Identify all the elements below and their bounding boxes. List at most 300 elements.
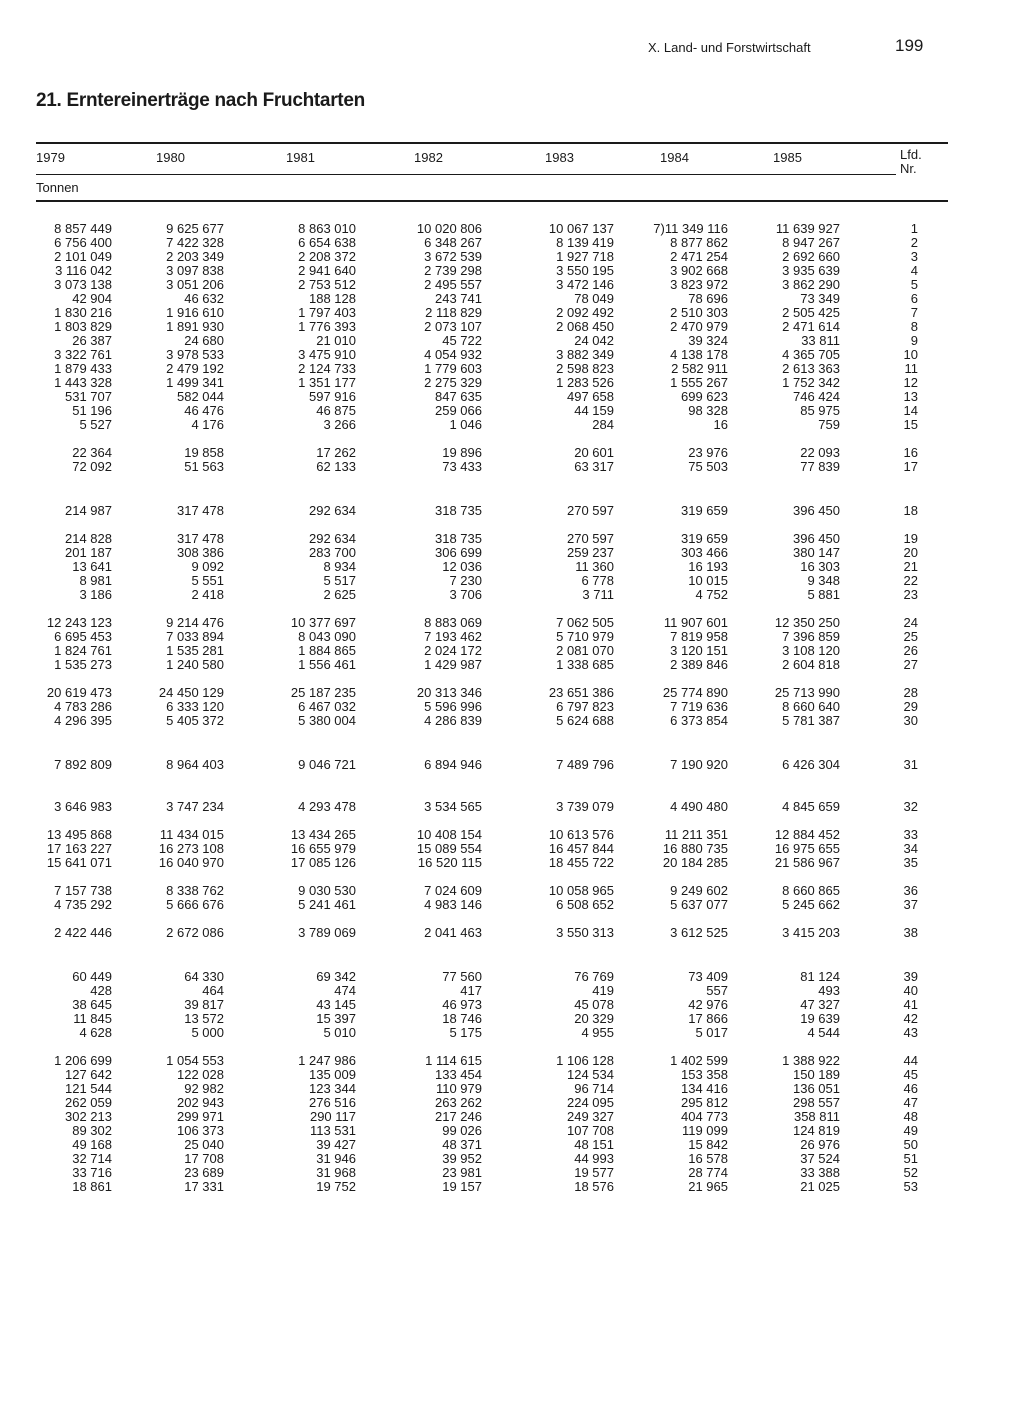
- table-cell: 7 819 958: [670, 629, 728, 644]
- table-cell: 2 081 070: [556, 643, 614, 658]
- table-cell: 122 028: [177, 1067, 224, 1082]
- table-cell: 6 333 120: [166, 699, 224, 714]
- row-number: 13: [903, 389, 918, 404]
- table-cell: 23 651 386: [548, 685, 614, 700]
- table-cell: 42 976: [688, 997, 728, 1012]
- table-cell: 26 387: [72, 333, 112, 348]
- row-number: 28: [903, 685, 918, 700]
- table-cell: 3 116 042: [55, 263, 112, 278]
- table-cell: 60 449: [72, 969, 112, 984]
- table-cell: 1 429 987: [424, 657, 482, 672]
- table-cell: 77 839: [800, 459, 840, 474]
- table-cell: 110 979: [435, 1081, 482, 1096]
- table-cell: 10 377 697: [290, 615, 356, 630]
- table-cell: 18 746: [442, 1011, 482, 1026]
- table-cell: 428: [90, 983, 112, 998]
- table-cell: 214 828: [65, 531, 112, 546]
- table-cell: 3 612 525: [670, 925, 728, 940]
- table-cell: 62 133: [316, 459, 356, 474]
- table-cell: 72 092: [72, 459, 112, 474]
- table-cell: 31 968: [316, 1165, 356, 1180]
- table-cell: 249 327: [567, 1109, 614, 1124]
- table-cell: 4 735 292: [54, 897, 112, 912]
- table-cell: 5 405 372: [166, 713, 224, 728]
- table-cell: 1 443 328: [54, 375, 112, 390]
- table-cell: 317 478: [177, 503, 224, 518]
- table-cell: 317 478: [177, 531, 224, 546]
- table-cell: 16 303: [800, 559, 840, 574]
- table-cell: 26 976: [800, 1137, 840, 1152]
- table-cell: 201 187: [65, 545, 112, 560]
- table-cell: 17 085 126: [290, 855, 356, 870]
- table-cell: 6 348 267: [424, 235, 482, 250]
- table-cell: 1 283 526: [556, 375, 614, 390]
- row-number: 11: [904, 361, 918, 376]
- table-cell: 20 329: [574, 1011, 614, 1026]
- table-cell: 1 884 865: [298, 643, 356, 658]
- row-number: 16: [903, 445, 918, 460]
- table-cell: 404 773: [681, 1109, 728, 1124]
- table-cell: 214 987: [65, 503, 112, 518]
- row-number: 12: [903, 375, 918, 390]
- table-cell: 24 680: [184, 333, 224, 348]
- table-cell: 38 645: [72, 997, 112, 1012]
- table-cell: 78 696: [688, 291, 728, 306]
- row-number: 8: [910, 319, 918, 334]
- table-cell: 20 619 473: [46, 685, 112, 700]
- table-cell: 8 338 762: [166, 883, 224, 898]
- table-cell: 18 455 722: [548, 855, 614, 870]
- table-cell: 63 317: [574, 459, 614, 474]
- row-number: 37: [903, 897, 918, 912]
- table-cell: 2 471 254: [670, 249, 728, 264]
- table-cell: 1 054 553: [166, 1053, 224, 1068]
- table-cell: 6 373 854: [670, 713, 728, 728]
- row-number: 3: [910, 249, 918, 264]
- table-cell: 123 344: [309, 1081, 356, 1096]
- year-header-1985: 1985: [773, 150, 802, 165]
- row-number: 48: [903, 1109, 918, 1124]
- table-cell: 9 214 476: [166, 615, 224, 630]
- table-cell: 6 756 400: [54, 235, 112, 250]
- table-cell: 2 073 107: [424, 319, 482, 334]
- row-number: 27: [903, 657, 918, 672]
- table-cell: 3 882 349: [556, 347, 614, 362]
- table-cell: 21 586 967: [774, 855, 840, 870]
- table-cell: 2 389 846: [670, 657, 728, 672]
- row-number: 51: [903, 1151, 918, 1166]
- table-cell: 20 313 346: [416, 685, 482, 700]
- table-cell: 7 193 462: [424, 629, 482, 644]
- table-cell: 1 824 761: [54, 643, 112, 658]
- table-cell: 8 964 403: [166, 757, 224, 772]
- table-cell: 23 981: [442, 1165, 482, 1180]
- row-number: 26: [903, 643, 918, 658]
- table-cell: 78 049: [574, 291, 614, 306]
- table-cell: 1 535 273: [54, 657, 112, 672]
- table-cell: 6 797 823: [556, 699, 614, 714]
- table-cell: 847 635: [435, 389, 482, 404]
- table-cell: 6 695 453: [54, 629, 112, 644]
- table-cell: 73 409: [688, 969, 728, 984]
- table-cell: 11 211 351: [664, 827, 728, 842]
- table-cell: 3 073 138: [54, 277, 112, 292]
- row-number: 36: [903, 883, 918, 898]
- table-cell: 1 891 930: [166, 319, 224, 334]
- table-cell: 150 189: [793, 1067, 840, 1082]
- row-number: 47: [903, 1095, 918, 1110]
- table-cell: 290 117: [309, 1109, 356, 1124]
- table-cell: 2 598 823: [556, 361, 614, 376]
- table-cell: 474: [334, 983, 356, 998]
- table-cell: 7 024 609: [424, 883, 482, 898]
- table-cell: 1 776 393: [298, 319, 356, 334]
- year-header-1980: 1980: [156, 150, 185, 165]
- table-cell: 76 769: [574, 969, 614, 984]
- table-cell: 3 978 533: [166, 347, 224, 362]
- table-cell: 582 044: [177, 389, 224, 404]
- table-cell: 153 358: [681, 1067, 728, 1082]
- table-cell: 127 642: [65, 1067, 112, 1082]
- table-cell: 3 322 761: [54, 347, 112, 362]
- table-cell: 5 624 688: [556, 713, 614, 728]
- table-cell: 1 927 718: [556, 249, 614, 264]
- table-cell: 1 106 128: [556, 1053, 614, 1068]
- table-cell: 283 700: [309, 545, 356, 560]
- table-cell: 69 342: [316, 969, 356, 984]
- table-cell: 7 892 809: [54, 757, 112, 772]
- table-cell: 2 208 372: [298, 249, 356, 264]
- table-cell: 8 981: [79, 573, 112, 588]
- row-number: 23: [903, 587, 918, 602]
- table-cell: 17 262: [316, 445, 356, 460]
- row-number: 42: [903, 1011, 918, 1026]
- row-number: 45: [903, 1067, 918, 1082]
- table-cell: 46 632: [184, 291, 224, 306]
- row-number: 39: [903, 969, 918, 984]
- table-cell: 11 434 015: [159, 827, 224, 842]
- table-cell: 7 157 738: [54, 883, 112, 898]
- table-cell: 1 803 829: [54, 319, 112, 334]
- table-cell: 12 350 250: [774, 615, 840, 630]
- table-cell: 6 894 946: [424, 757, 482, 772]
- table-cell: 2 101 049: [54, 249, 112, 264]
- row-number: 46: [903, 1081, 918, 1096]
- table-cell: 5 596 996: [424, 699, 482, 714]
- table-cell: 3 415 203: [782, 925, 840, 940]
- table-cell: 33 388: [800, 1165, 840, 1180]
- table-cell: 6 778: [581, 573, 614, 588]
- table-cell: 73 349: [800, 291, 840, 306]
- table-cell: 5 781 387: [782, 713, 840, 728]
- table-cell: 81 124: [800, 969, 840, 984]
- table-cell: 419: [592, 983, 614, 998]
- table-cell: 284: [592, 417, 614, 432]
- table-cell: 259 237: [567, 545, 614, 560]
- table-cell: 10 408 154: [416, 827, 482, 842]
- table-cell: 3 739 079: [556, 799, 614, 814]
- table-cell: 7 230: [449, 573, 482, 588]
- table-cell: 12 884 452: [774, 827, 840, 842]
- table-cell: 8 857 449: [54, 221, 112, 236]
- table-cell: 292 634: [309, 503, 356, 518]
- table-cell: 46 476: [184, 403, 224, 418]
- row-number: 19: [903, 531, 918, 546]
- table-cell: 15 641 071: [46, 855, 112, 870]
- table-cell: 2 753 512: [298, 277, 356, 292]
- table-cell: 33 716: [72, 1165, 112, 1180]
- table-cell: 8 863 010: [298, 221, 356, 236]
- table-cell: 531 707: [65, 389, 112, 404]
- table-cell: 19 752: [316, 1179, 356, 1194]
- table-cell: 2 203 349: [166, 249, 224, 264]
- table-cell: 12 243 123: [46, 615, 112, 630]
- table-cell: 9 625 677: [166, 221, 224, 236]
- table-cell: 21 965: [688, 1179, 728, 1194]
- table-cell: 13 572: [184, 1011, 224, 1026]
- row-number: 9: [910, 333, 918, 348]
- table-cell: 13 495 868: [46, 827, 112, 842]
- table-cell: 15 842: [688, 1137, 728, 1152]
- table-cell: 1 879 433: [54, 361, 112, 376]
- table-cell: 5 175: [449, 1025, 482, 1040]
- table-cell: 20 601: [574, 445, 614, 460]
- table-cell: 1 752 342: [782, 375, 840, 390]
- table-cell: 85 975: [800, 403, 840, 418]
- table-cell: 3 186: [79, 587, 112, 602]
- table-cell: 1 916 610: [166, 305, 224, 320]
- table-cell: 4 293 478: [298, 799, 356, 814]
- table-cell: 107 708: [567, 1123, 614, 1138]
- table-cell: 6 426 304: [782, 757, 840, 772]
- table-cell: 270 597: [567, 503, 614, 518]
- page-title: 21. Erntereinerträge nach Fruchtarten: [36, 90, 365, 111]
- table-cell: 3 534 565: [424, 799, 482, 814]
- table-cell: 299 971: [177, 1109, 224, 1124]
- row-number: 15: [903, 417, 918, 432]
- table-cell: 2 471 614: [782, 319, 840, 334]
- table-cell: 306 699: [435, 545, 482, 560]
- row-number: 49: [903, 1123, 918, 1138]
- table-cell: 5 666 676: [166, 897, 224, 912]
- table-cell: 10 020 806: [416, 221, 482, 236]
- table-cell: 46 875: [316, 403, 356, 418]
- table-cell: 4 983 146: [424, 897, 482, 912]
- table-cell: 16 975 655: [774, 841, 840, 856]
- table-cell: 11 360: [575, 559, 614, 574]
- table-cell: 3 902 668: [670, 263, 728, 278]
- table-cell: 17 708: [184, 1151, 224, 1166]
- table-cell: 49 168: [72, 1137, 112, 1152]
- table-cell: 5 710 979: [556, 629, 614, 644]
- row-number: 25: [903, 629, 918, 644]
- table-cell: 119 099: [681, 1123, 728, 1138]
- table-cell: 45 722: [442, 333, 482, 348]
- table-cell: 19 896: [442, 445, 482, 460]
- row-number: 50: [903, 1137, 918, 1152]
- table-cell: 262 059: [65, 1095, 112, 1110]
- row-number: 14: [903, 403, 918, 418]
- row-number: 41: [903, 997, 918, 1012]
- table-cell: 89 302: [72, 1123, 112, 1138]
- table-cell: 270 597: [567, 531, 614, 546]
- lfd-label: Lfd.: [900, 147, 922, 162]
- row-number: 2: [910, 235, 918, 250]
- table-cell: 217 246: [435, 1109, 482, 1124]
- table-cell: 45 078: [574, 997, 614, 1012]
- table-cell: 5 637 077: [670, 897, 728, 912]
- table-cell: 2 092 492: [556, 305, 614, 320]
- table-cell: 10 015: [688, 573, 728, 588]
- table-cell: 39 427: [316, 1137, 356, 1152]
- table-cell: 21 010: [316, 333, 356, 348]
- table-cell: 1 240 580: [166, 657, 224, 672]
- row-number: 7: [910, 305, 918, 320]
- row-number: 21: [903, 559, 918, 574]
- table-cell: 16: [713, 417, 728, 432]
- table-cell: 10 058 965: [548, 883, 614, 898]
- row-number: 10: [903, 347, 918, 362]
- table-cell: 2 739 298: [424, 263, 482, 278]
- table-cell: 73 433: [442, 459, 482, 474]
- table-cell: 4 783 286: [54, 699, 112, 714]
- table-cell: 319 659: [681, 531, 728, 546]
- table-cell: 8 660 865: [782, 883, 840, 898]
- table-cell: 1 830 216: [54, 305, 112, 320]
- table-cell: 2 625: [323, 587, 356, 602]
- table-cell: 134 416: [681, 1081, 728, 1096]
- table-cell: 5 000: [191, 1025, 224, 1040]
- table-cell: 39 817: [184, 997, 224, 1012]
- table-cell: 113 531: [309, 1123, 356, 1138]
- table-cell: 9 249 602: [670, 883, 728, 898]
- table-cell: 18 576: [574, 1179, 614, 1194]
- table-cell: 9 348: [807, 573, 840, 588]
- table-cell: 9 030 530: [298, 883, 356, 898]
- table-cell: 33 811: [801, 333, 840, 348]
- table-cell: 1 535 281: [166, 643, 224, 658]
- table-cell: 2 024 172: [424, 643, 482, 658]
- table-cell: 39 952: [442, 1151, 482, 1166]
- table-cell: 1 114 615: [425, 1053, 482, 1068]
- table-cell: 319 659: [681, 503, 728, 518]
- table-cell: 11 907 601: [663, 615, 728, 630]
- table-cell: 16 040 970: [158, 855, 224, 870]
- table-cell: 17 866: [688, 1011, 728, 1026]
- table-cell: 1 499 341: [166, 375, 224, 390]
- table-cell: 318 735: [435, 531, 482, 546]
- table-cell: 8 139 419: [556, 235, 614, 250]
- section-label: X. Land- und Forstwirtschaft: [648, 40, 811, 55]
- table-cell: 759: [818, 417, 840, 432]
- table-cell: 7 719 636: [670, 699, 728, 714]
- year-header-1981: 1981: [286, 150, 315, 165]
- table-cell: 9 046 721: [298, 757, 356, 772]
- table-cell: 4 752: [695, 587, 728, 602]
- year-header-1984: 1984: [660, 150, 689, 165]
- table-cell: 32 714: [72, 1151, 112, 1166]
- table-cell: 2 041 463: [424, 925, 482, 940]
- row-number: 43: [903, 1025, 918, 1040]
- table-cell: 96 714: [574, 1081, 614, 1096]
- year-header-1982: 1982: [414, 150, 443, 165]
- table-cell: 6 467 032: [298, 699, 356, 714]
- nr-label: Nr.: [900, 161, 917, 176]
- row-number: 22: [903, 573, 918, 588]
- table-cell: 2 068 450: [556, 319, 614, 334]
- table-cell: 3 108 120: [782, 643, 840, 658]
- table-cell: 133 454: [435, 1067, 482, 1082]
- table-cell: 23 689: [184, 1165, 224, 1180]
- table-cell: 303 466: [681, 545, 728, 560]
- row-number: 33: [903, 827, 918, 842]
- row-number: 18: [903, 503, 918, 518]
- table-cell: 2 118 829: [425, 305, 482, 320]
- table-cell: 124 534: [567, 1067, 614, 1082]
- table-cell: 7 396 859: [782, 629, 840, 644]
- table-cell: 121 544: [65, 1081, 112, 1096]
- table-cell: 13 434 265: [290, 827, 356, 842]
- table-cell: 4 845 659: [782, 799, 840, 814]
- table-cell: 3 266: [323, 417, 356, 432]
- table-cell: 92 982: [184, 1081, 224, 1096]
- table-cell: 746 424: [793, 389, 840, 404]
- table-cell: 4 490 480: [670, 799, 728, 814]
- table-cell: 25 187 235: [290, 685, 356, 700]
- table-cell: 4 365 705: [782, 347, 840, 362]
- year-header-1983: 1983: [545, 150, 574, 165]
- table-cell: 2 604 818: [782, 657, 840, 672]
- table-cell: 44 159: [574, 403, 614, 418]
- table-cell: 8 877 862: [670, 235, 728, 250]
- table-cell: 1 351 177: [298, 375, 356, 390]
- table-cell: 3 646 983: [54, 799, 112, 814]
- table-cell: 3 550 195: [556, 263, 614, 278]
- row-number: 30: [903, 713, 918, 728]
- table-cell: 2 613 363: [782, 361, 840, 376]
- table-cell: 1 046: [449, 417, 482, 432]
- table-cell: 1 402 599: [670, 1053, 728, 1068]
- year-header-1979: 1979: [36, 150, 65, 165]
- table-cell: 5 241 461: [298, 897, 356, 912]
- table-cell: 46 973: [442, 997, 482, 1012]
- table-cell: 5 380 004: [298, 713, 356, 728]
- table-cell: 1 779 603: [424, 361, 482, 376]
- table-cell: 17 163 227: [46, 841, 112, 856]
- table-cell: 3 097 838: [166, 263, 224, 278]
- table-cell: 8 660 640: [782, 699, 840, 714]
- table-cell: 7 489 796: [556, 757, 614, 772]
- table-cell: 22 093: [800, 445, 840, 460]
- table-cell: 380 147: [793, 545, 840, 560]
- table-cell: 37 524: [800, 1151, 840, 1166]
- table-cell: 5 017: [695, 1025, 728, 1040]
- table-cell: 28 774: [688, 1165, 728, 1180]
- row-number: 32: [903, 799, 918, 814]
- table-cell: 2 505 425: [782, 305, 840, 320]
- table-cell: 7)11 349 116: [653, 221, 728, 236]
- table-cell: 2 422 446: [54, 925, 112, 940]
- table-cell: 77 560: [442, 969, 482, 984]
- table-cell: 44 993: [574, 1151, 614, 1166]
- table-cell: 1 388 922: [782, 1053, 840, 1068]
- table-cell: 124 819: [793, 1123, 840, 1138]
- table-cell: 10 067 137: [548, 221, 614, 236]
- row-number: 38: [903, 925, 918, 940]
- table-cell: 7 422 328: [166, 235, 224, 250]
- table-cell: 3 747 234: [166, 799, 224, 814]
- table-cell: 23 976: [688, 445, 728, 460]
